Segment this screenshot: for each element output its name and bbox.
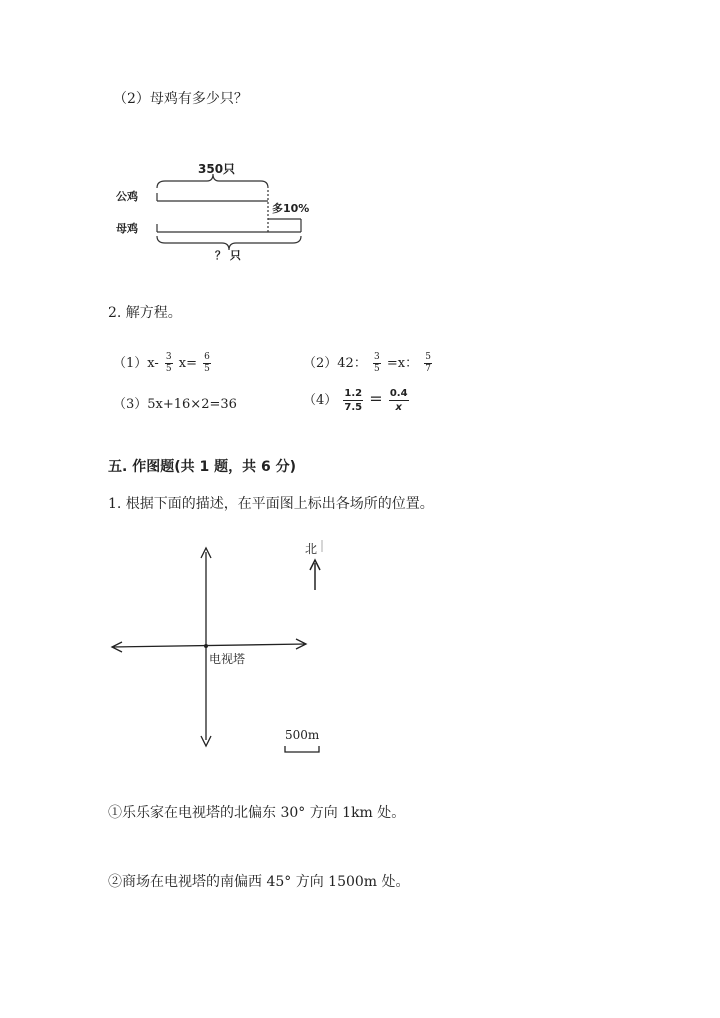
section-5-title: 五. 作图题(共 1 题，共 6 分): [108, 459, 296, 475]
scale-bar: [285, 746, 319, 752]
equation-4: [303, 387, 411, 414]
north-label: 北: [305, 542, 318, 556]
equation-2: [303, 352, 434, 375]
eq4-prefix: （4）: [303, 393, 338, 408]
tower-point: [204, 644, 208, 648]
bottom-label: ？ 只: [215, 249, 241, 262]
arrow-down-icon: [201, 736, 211, 746]
arrow-right-icon: [296, 639, 306, 649]
hen-label: 母鸡: [116, 222, 138, 235]
eq1-mid: x=: [178, 356, 198, 371]
eq2-mid: =x：: [386, 356, 419, 371]
eq4-equals: =: [369, 389, 383, 408]
more-label: 多10%: [272, 202, 310, 215]
rooster-label: 公鸡: [116, 190, 138, 203]
north-arrow-icon: [310, 560, 320, 570]
eq2-prefix: （2）42：: [303, 356, 367, 371]
top-label: 350只: [198, 162, 236, 176]
eq4-fraction-2: $\frac{0.4}{x}$: [389, 388, 408, 413]
scale-label: 500m: [285, 728, 320, 742]
description-2: ②商场在电视塔的南偏西 45° 方向 1500m 处。: [108, 874, 410, 890]
section-2-title: 2. 解方程。: [108, 305, 182, 321]
eq4-fraction-1: $\frac{1.2}{7.5}$: [344, 388, 363, 413]
eq2-fraction-1: $\frac{3}{5}$: [373, 352, 380, 374]
section-5-question-1: 1. 根据下面的描述，在平面图上标出各场所的位置。: [108, 496, 434, 512]
equation-1: [113, 352, 213, 375]
eq1-prefix: （1）x-: [113, 356, 159, 371]
question-2-title: （2）母鸡有多少只？: [113, 91, 248, 107]
eq1-fraction-1: $\frac{3}{5}$: [165, 352, 172, 374]
description-1: ①乐乐家在电视塔的北偏东 30° 方向 1km 处。: [108, 805, 406, 821]
arrow-up-icon: [201, 548, 211, 558]
tower-label: 电视塔: [209, 652, 246, 666]
eq1-fraction-2: $\frac{6}{5}$: [204, 352, 210, 374]
equation-3: （3）5x+16×2=36: [113, 397, 237, 412]
arrow-left-icon: [112, 642, 122, 652]
eq2-fraction-2: $\frac{5}{7}$: [425, 352, 431, 374]
horizontal-axis: [112, 644, 306, 647]
